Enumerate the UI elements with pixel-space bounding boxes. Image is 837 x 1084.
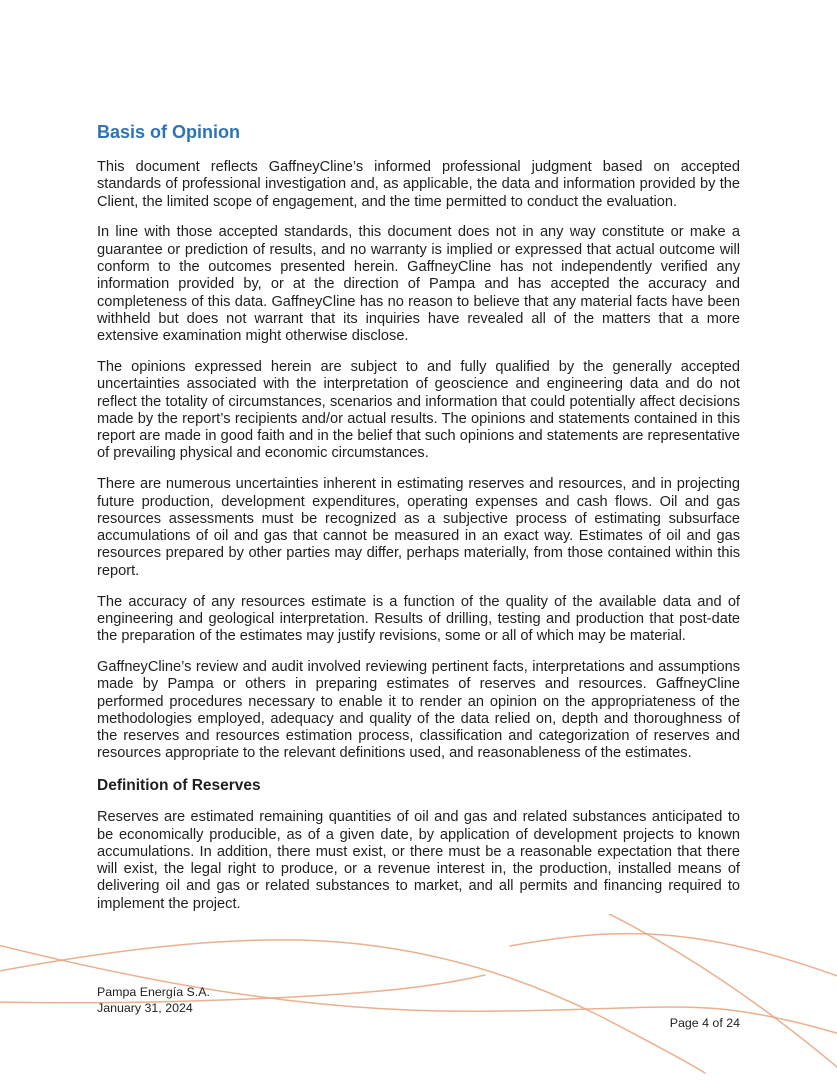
- paragraph: In line with those accepted standards, this document does not in any way constitute or make a guarantee or prediction of results, and no warranty is implied or expressed that actual outcome will conform to the outcomes presented herein. GaffneyCline has not independently verified any information provided by, or at the direction of Pampa and has accepted the accuracy and completeness of this data. GaffneyCline has no reason to believe that any material facts have been withheld but does not warrant that its inquiries have revealed all of the matters that a more extensive examination might otherwise disclose.: [97, 224, 740, 345]
- paragraph: Reserves are estimated remaining quantities of oil and gas and related substances anticipated to be economically producible, as of a given date, by application of development projects to known accumulations. In addition, there must exist, or there must be a reasonable expectation that there will exist, the legal right to produce, or a revenue interest in, the production, installed means of delivering oil and gas or related substances to market, and all permits and financing required to implement the project.: [97, 809, 740, 912]
- swoosh-curve: [597, 914, 837, 1072]
- paragraph: There are numerous uncertainties inherent in estimating reserves and resources, and in projecting future production, development expenditures, operating expenses and cash flows. Oil and gas resources assessments must be recognized as a subjective process of estimating subsurface accumulations of oil and gas that cannot be measured in an exact way. Estimates of oil and gas resources prepared by other parties may differ, perhaps materially, from those contained within this report.: [97, 476, 740, 579]
- footer-company: Pampa Energía S.A.: [97, 985, 210, 999]
- section-heading-basis-of-opinion: Basis of Opinion: [97, 122, 241, 142]
- paragraph: This document reflects GaffneyCline’s informed professional judgment based on accepted standards of professional investigation and, as applicable, the data and information provided by the Client, the limited scope of engagement, and the time permitted to conduct the evaluation.: [97, 159, 740, 210]
- paragraph: GaffneyCline’s review and audit involved reviewing pertinent facts, interpretations and assumptions made by Pampa or others in preparing estimates of reserves and resources. GaffneyCline performed procedures necessary to enable it to render an opinion on the appropriateness of the methodologies employed, adequacy and quality of the data relied on, depth and thoroughness of the reserves and resources estimation process, classification and categorization of reserves and resources appropriate to the relevant definitions used, and reasonableness of the estimates.: [97, 658, 740, 762]
- swoosh-curve: [510, 934, 837, 978]
- footer-date: January 31, 2024: [97, 1001, 193, 1015]
- section-heading-definition-of-reserves: Definition of Reserves: [97, 777, 261, 795]
- paragraph: The accuracy of any resources estimate is a function of the quality of the available data and of engineering and geological interpretation. Results of drilling, testing and production that post-date the preparation of the estimates may justify revisions, some or all of which may be material.: [97, 593, 740, 645]
- document-body: [97, 121, 740, 926]
- swoosh-curve: [0, 975, 485, 1003]
- paragraph: The opinions expressed herein are subject to and fully qualified by the generally accepted uncertainties associated with the interpretation of geoscience and engineering data and do not reflect the totality of circumstances, scenarios and information that could potentially affect decisions made by the report’s recipients and/or actual results. The opinions and statements contained in this report are made in good faith and in the belief that such opinions and statements are representative of prevailing physical and economic circumstances.: [97, 358, 740, 462]
- page-footer: [97, 984, 210, 1016]
- page-number: Page 4 of 24: [669, 1016, 740, 1030]
